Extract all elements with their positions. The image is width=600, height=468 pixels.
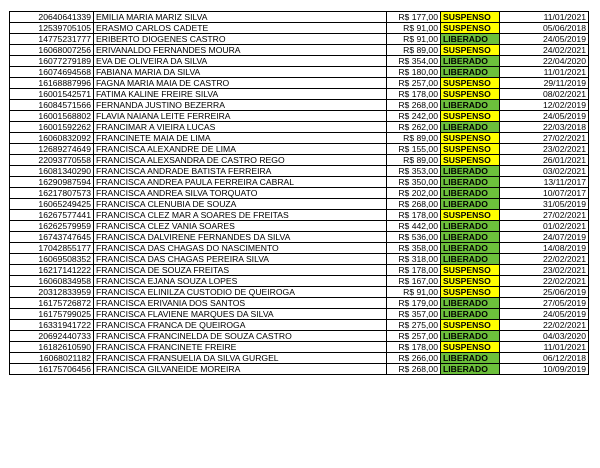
table-row bbox=[10, 342, 589, 353]
table-row bbox=[10, 320, 589, 331]
status-badge: LIBERADO bbox=[441, 34, 500, 45]
table-row bbox=[10, 45, 589, 56]
status-badge: LIBERADO bbox=[441, 364, 500, 375]
cell-name: FRANCISCA FLAVIENE MARQUES DA SILVA bbox=[94, 309, 387, 320]
table-row bbox=[10, 221, 589, 232]
status-badge: SUSPENSO bbox=[441, 78, 500, 89]
cell-name: FABIANA MARIA DA SILVA bbox=[94, 67, 387, 78]
table-row bbox=[10, 67, 589, 78]
cell-name: FRANCISCA GILVANEIDE MOREIRA bbox=[94, 364, 387, 375]
cell-date: 08/02/2021 bbox=[500, 89, 589, 100]
cell-date: 23/02/2021 bbox=[500, 265, 589, 276]
table-row bbox=[10, 199, 589, 210]
spreadsheet bbox=[9, 11, 586, 375]
status-badge: LIBERADO bbox=[441, 56, 500, 67]
cell-name: FRANCISCA CLEZ MAR A SOARES DE FREITAS bbox=[94, 210, 387, 221]
table-row bbox=[10, 276, 589, 287]
cell-value: R$ 350,00 bbox=[387, 177, 441, 188]
table-row bbox=[10, 177, 589, 188]
status-badge: LIBERADO bbox=[441, 309, 500, 320]
cell-date: 23/02/2021 bbox=[500, 144, 589, 155]
status-badge: SUSPENSO bbox=[441, 342, 500, 353]
table-row bbox=[10, 309, 589, 320]
status-badge: LIBERADO bbox=[441, 100, 500, 111]
cell-id: 16077279189 bbox=[10, 56, 94, 67]
cell-name: FRANCISCA DE SOUZA FREITAS bbox=[94, 265, 387, 276]
cell-date: 11/01/2021 bbox=[500, 342, 589, 353]
cell-name: FRANCISCA DAS CHAGAS DO NASCIMENTO bbox=[94, 243, 387, 254]
table-row bbox=[10, 298, 589, 309]
cell-value: R$ 262,00 bbox=[387, 122, 441, 133]
cell-id: 16217807573 bbox=[10, 188, 94, 199]
cell-id: 20640641339 bbox=[10, 12, 94, 23]
cell-value: R$ 167,00 bbox=[387, 276, 441, 287]
cell-name: FERNANDA JUSTINO BEZERRA bbox=[94, 100, 387, 111]
cell-date: 27/02/2021 bbox=[500, 210, 589, 221]
table-row bbox=[10, 144, 589, 155]
status-badge: LIBERADO bbox=[441, 166, 500, 177]
table-row bbox=[10, 188, 589, 199]
status-badge: SUSPENSO bbox=[441, 155, 500, 166]
cell-id: 16217141222 bbox=[10, 265, 94, 276]
cell-id: 16743747645 bbox=[10, 232, 94, 243]
table-row bbox=[10, 254, 589, 265]
cell-value: R$ 268,00 bbox=[387, 100, 441, 111]
cell-name: FRANCISCA FRANCINELDA DE SOUZA CASTRO bbox=[94, 331, 387, 342]
cell-id: 16175799025 bbox=[10, 309, 94, 320]
cell-date: 27/02/2021 bbox=[500, 133, 589, 144]
cell-id: 16175706456 bbox=[10, 364, 94, 375]
table-row bbox=[10, 100, 589, 111]
status-badge: SUSPENSO bbox=[441, 265, 500, 276]
cell-date: 26/01/2021 bbox=[500, 155, 589, 166]
cell-value: R$ 318,00 bbox=[387, 254, 441, 265]
cell-value: R$ 266,00 bbox=[387, 353, 441, 364]
cell-date: 01/02/2021 bbox=[500, 221, 589, 232]
cell-value: R$ 177,00 bbox=[387, 12, 441, 23]
status-badge: LIBERADO bbox=[441, 221, 500, 232]
cell-name: FRANCISCA FRANCA DE QUEIROGA bbox=[94, 320, 387, 331]
status-badge: LIBERADO bbox=[441, 177, 500, 188]
cell-date: 04/03/2020 bbox=[500, 331, 589, 342]
status-badge: SUSPENSO bbox=[441, 320, 500, 331]
cell-value: R$ 91,00 bbox=[387, 34, 441, 45]
cell-id: 16175726872 bbox=[10, 298, 94, 309]
status-badge: LIBERADO bbox=[441, 243, 500, 254]
cell-value: R$ 180,00 bbox=[387, 67, 441, 78]
cell-name: FRANCISCA ANDRADE BATISTA FERREIRA bbox=[94, 166, 387, 177]
cell-date: 12/02/2019 bbox=[500, 100, 589, 111]
table-row bbox=[10, 232, 589, 243]
cell-value: R$ 91,00 bbox=[387, 287, 441, 298]
cell-id: 16081340290 bbox=[10, 166, 94, 177]
table-row bbox=[10, 111, 589, 122]
cell-id: 14775231777 bbox=[10, 34, 94, 45]
cell-date: 24/05/2019 bbox=[500, 34, 589, 45]
cell-name: FRANCISCA ELINILZA CUSTODIO DE QUEIROGA bbox=[94, 287, 387, 298]
cell-id: 20312833959 bbox=[10, 287, 94, 298]
cell-date: 10/07/2017 bbox=[500, 188, 589, 199]
cell-date: 11/01/2021 bbox=[500, 12, 589, 23]
status-badge: SUSPENSO bbox=[441, 111, 500, 122]
cell-date: 31/05/2019 bbox=[500, 199, 589, 210]
cell-name: ERASMO CARLOS CADETE bbox=[94, 23, 387, 34]
cell-value: R$ 155,00 bbox=[387, 144, 441, 155]
cell-date: 24/02/2021 bbox=[500, 45, 589, 56]
cell-value: R$ 536,00 bbox=[387, 232, 441, 243]
status-badge: LIBERADO bbox=[441, 298, 500, 309]
cell-name: FRANCISCA CLEZ VANIA SOARES bbox=[94, 221, 387, 232]
cell-id: 12539705105 bbox=[10, 23, 94, 34]
cell-value: R$ 353,00 bbox=[387, 166, 441, 177]
table-row bbox=[10, 166, 589, 177]
cell-id: 16290987594 bbox=[10, 177, 94, 188]
cell-id: 16065249425 bbox=[10, 199, 94, 210]
status-badge: LIBERADO bbox=[441, 122, 500, 133]
table-body bbox=[10, 12, 589, 375]
cell-id: 16182610590 bbox=[10, 342, 94, 353]
status-badge: LIBERADO bbox=[441, 188, 500, 199]
cell-id: 16331941722 bbox=[10, 320, 94, 331]
status-badge: LIBERADO bbox=[441, 232, 500, 243]
cell-value: R$ 178,00 bbox=[387, 342, 441, 353]
status-badge: SUSPENSO bbox=[441, 287, 500, 298]
table-row bbox=[10, 56, 589, 67]
cell-date: 03/02/2021 bbox=[500, 166, 589, 177]
cell-value: R$ 442,00 bbox=[387, 221, 441, 232]
cell-value: R$ 91,00 bbox=[387, 23, 441, 34]
cell-name: FRANCISCA FRANSUELIA DA SILVA GURGEL bbox=[94, 353, 387, 364]
cell-name: ERIBERTO DIOGENES CASTRO bbox=[94, 34, 387, 45]
status-badge: LIBERADO bbox=[441, 67, 500, 78]
cell-name: FRANCISCA ERIVANIA DOS SANTOS bbox=[94, 298, 387, 309]
status-badge: LIBERADO bbox=[441, 331, 500, 342]
cell-date: 06/12/2018 bbox=[500, 353, 589, 364]
cell-date: 14/08/2019 bbox=[500, 243, 589, 254]
cell-id: 16001592262 bbox=[10, 122, 94, 133]
table-row bbox=[10, 12, 589, 23]
cell-date: 22/02/2021 bbox=[500, 276, 589, 287]
table-row bbox=[10, 89, 589, 100]
cell-date: 11/01/2021 bbox=[500, 67, 589, 78]
table-row bbox=[10, 23, 589, 34]
status-badge: SUSPENSO bbox=[441, 45, 500, 56]
cell-date: 27/05/2019 bbox=[500, 298, 589, 309]
cell-value: R$ 89,00 bbox=[387, 45, 441, 56]
cell-id: 16074694568 bbox=[10, 67, 94, 78]
status-badge: LIBERADO bbox=[441, 254, 500, 265]
cell-id: 22093770558 bbox=[10, 155, 94, 166]
cell-date: 25/06/2019 bbox=[500, 287, 589, 298]
status-badge: LIBERADO bbox=[441, 199, 500, 210]
cell-name: FATIMA KALINE FREIRE SILVA bbox=[94, 89, 387, 100]
cell-name: FRANCISCA DALVIRENE FERNANDES DA SILVA bbox=[94, 232, 387, 243]
status-badge: SUSPENSO bbox=[441, 133, 500, 144]
cell-name: FRANCISCA ANDREA SILVA TORQUATO bbox=[94, 188, 387, 199]
cell-value: R$ 89,00 bbox=[387, 133, 441, 144]
cell-name: EVA DE OLIVEIRA DA SILVA bbox=[94, 56, 387, 67]
cell-name: FRANCISCA EJANA SOUZA LOPES bbox=[94, 276, 387, 287]
status-badge: SUSPENSO bbox=[441, 144, 500, 155]
cell-date: 29/11/2019 bbox=[500, 78, 589, 89]
cell-name: FAGNA MARIA MAIA DE CASTRO bbox=[94, 78, 387, 89]
table-row bbox=[10, 155, 589, 166]
cell-name: FRANCIMAR A VIEIRA LUCAS bbox=[94, 122, 387, 133]
table-row bbox=[10, 34, 589, 45]
cell-name: FRANCISCA CLENUBIA DE SOUZA bbox=[94, 199, 387, 210]
cell-id: 16068007256 bbox=[10, 45, 94, 56]
cell-value: R$ 178,00 bbox=[387, 210, 441, 221]
cell-value: R$ 275,00 bbox=[387, 320, 441, 331]
cell-value: R$ 89,00 bbox=[387, 155, 441, 166]
status-badge: LIBERADO bbox=[441, 353, 500, 364]
cell-date: 05/06/2018 bbox=[500, 23, 589, 34]
cell-id: 16168887996 bbox=[10, 78, 94, 89]
cell-value: R$ 268,00 bbox=[387, 364, 441, 375]
table-row bbox=[10, 353, 589, 364]
cell-value: R$ 179,00 bbox=[387, 298, 441, 309]
cell-name: FRANCISCA DAS CHAGAS PEREIRA SILVA bbox=[94, 254, 387, 265]
cell-date: 22/02/2021 bbox=[500, 320, 589, 331]
cell-id: 16068021182 bbox=[10, 353, 94, 364]
cell-date: 24/05/2019 bbox=[500, 309, 589, 320]
table-row bbox=[10, 122, 589, 133]
cell-date: 22/03/2018 bbox=[500, 122, 589, 133]
cell-name: FLAVIA NAIANA LEITE FERREIRA bbox=[94, 111, 387, 122]
cell-value: R$ 354,00 bbox=[387, 56, 441, 67]
cell-date: 22/02/2021 bbox=[500, 254, 589, 265]
cell-name: FRANCISCA FRANCINETE FREIRE bbox=[94, 342, 387, 353]
table-row bbox=[10, 331, 589, 342]
cell-id: 16084571566 bbox=[10, 100, 94, 111]
table-row bbox=[10, 210, 589, 221]
status-badge: SUSPENSO bbox=[441, 276, 500, 287]
cell-name: EMILIA MARIA MARIZ SILVA bbox=[94, 12, 387, 23]
cell-date: 13/11/2017 bbox=[500, 177, 589, 188]
cell-id: 20692440733 bbox=[10, 331, 94, 342]
table-row bbox=[10, 133, 589, 144]
cell-id: 16069508352 bbox=[10, 254, 94, 265]
cell-id: 16060834958 bbox=[10, 276, 94, 287]
cell-value: R$ 357,00 bbox=[387, 309, 441, 320]
cell-name: FRANCISCA ALEXANDRE DE LIMA bbox=[94, 144, 387, 155]
cell-date: 22/04/2020 bbox=[500, 56, 589, 67]
cell-date: 24/07/2019 bbox=[500, 232, 589, 243]
cell-id: 16001568802 bbox=[10, 111, 94, 122]
cell-name: FRANCISCA ALEXSANDRA DE CASTRO REGO bbox=[94, 155, 387, 166]
cell-name: ERIVANALDO FERNANDES MOURA bbox=[94, 45, 387, 56]
cell-name: FRANCINETE MAIA DE LIMA bbox=[94, 133, 387, 144]
status-badge: SUSPENSO bbox=[441, 12, 500, 23]
cell-value: R$ 178,00 bbox=[387, 89, 441, 100]
cell-value: R$ 202,00 bbox=[387, 188, 441, 199]
cell-id: 12689274649 bbox=[10, 144, 94, 155]
cell-value: R$ 257,00 bbox=[387, 331, 441, 342]
cell-value: R$ 268,00 bbox=[387, 199, 441, 210]
cell-id: 16001542571 bbox=[10, 89, 94, 100]
status-badge: SUSPENSO bbox=[441, 89, 500, 100]
table-row bbox=[10, 287, 589, 298]
status-badge: SUSPENSO bbox=[441, 210, 500, 221]
table-row bbox=[10, 265, 589, 276]
cell-value: R$ 358,00 bbox=[387, 243, 441, 254]
status-badge: SUSPENSO bbox=[441, 23, 500, 34]
cell-value: R$ 178,00 bbox=[387, 265, 441, 276]
cell-name: FRANCISCA ANDREA PAULA FERREIRA CABRAL bbox=[94, 177, 387, 188]
cell-id: 16060832092 bbox=[10, 133, 94, 144]
beneficiary-table bbox=[9, 11, 589, 375]
cell-id: 16267577441 bbox=[10, 210, 94, 221]
cell-id: 17042855177 bbox=[10, 243, 94, 254]
table-row bbox=[10, 78, 589, 89]
cell-date: 24/05/2019 bbox=[500, 111, 589, 122]
table-row bbox=[10, 364, 589, 375]
table-row bbox=[10, 243, 589, 254]
cell-id: 16262579959 bbox=[10, 221, 94, 232]
cell-value: R$ 242,00 bbox=[387, 111, 441, 122]
cell-value: R$ 257,00 bbox=[387, 78, 441, 89]
cell-date: 10/09/2019 bbox=[500, 364, 589, 375]
